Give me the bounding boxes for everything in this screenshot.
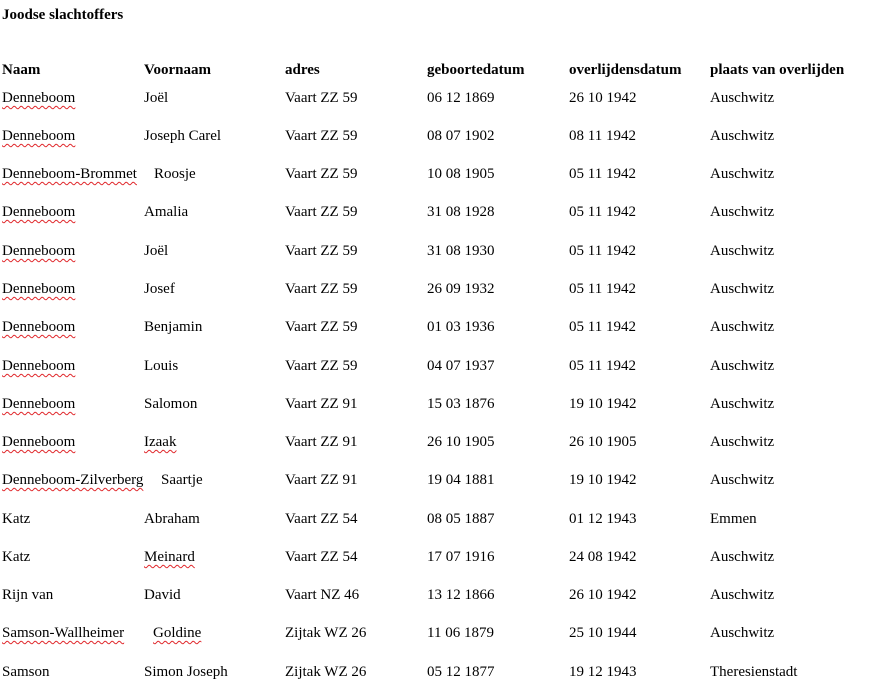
cell-naam: Denneboom [2,281,76,297]
cell-overlijdensdatum: 08 11 1942 [569,128,636,144]
cell-voornaam: David [144,587,181,603]
table-row [0,623,878,643]
cell-naam: Katz [2,511,31,527]
cell-plaats: Auschwitz [710,625,775,641]
cell-plaats: Theresienstadt [710,664,798,680]
cell-voornaam: Joël [144,90,169,106]
table-row [0,394,878,414]
cell-naam: Denneboom [2,434,76,450]
cell-plaats: Auschwitz [710,549,775,565]
cell-geboortedatum: 04 07 1937 [427,358,495,374]
cell-adres: Vaart NZ 46 [285,587,360,603]
cell-overlijdensdatum: 01 12 1943 [569,511,637,527]
table-row [0,470,878,490]
cell-naam: Katz [2,549,31,565]
cell-plaats: Auschwitz [710,434,775,450]
header-naam: Naam [2,62,41,78]
cell-geboortedatum: 26 10 1905 [427,434,495,450]
document-title: Joodse slachtoffers [2,7,124,23]
table-row [0,241,878,261]
cell-voornaam: Josef [144,281,175,297]
cell-naam: Denneboom [2,128,76,144]
cell-plaats: Auschwitz [710,281,775,297]
cell-plaats: Auschwitz [710,587,775,603]
table-row [0,662,878,682]
table-row [0,279,878,299]
cell-naam: Denneboom [2,319,76,335]
cell-overlijdensdatum: 25 10 1944 [569,625,637,641]
cell-plaats: Auschwitz [710,472,775,488]
cell-overlijdensdatum: 24 08 1942 [569,549,637,565]
cell-voornaam: Izaak [144,434,177,450]
cell-plaats: Auschwitz [710,358,775,374]
cell-voornaam: Simon Joseph [144,664,228,680]
cell-adres: Vaart ZZ 59 [285,243,358,259]
cell-naam: Denneboom [2,396,76,412]
cell-adres: Zijtak WZ 26 [285,664,367,680]
cell-overlijdensdatum: 05 11 1942 [569,204,636,220]
cell-geboortedatum: 08 05 1887 [427,511,495,527]
cell-geboortedatum: 05 12 1877 [427,664,495,680]
cell-naam: Denneboom [2,90,76,106]
table-header [0,60,878,80]
cell-adres: Vaart ZZ 59 [285,204,358,220]
cell-overlijdensdatum: 26 10 1942 [569,587,637,603]
cell-adres: Vaart ZZ 59 [285,319,358,335]
cell-plaats: Auschwitz [710,90,775,106]
cell-voornaam: Joseph Carel [144,128,222,144]
cell-adres: Vaart ZZ 59 [285,128,358,144]
cell-voornaam: Goldine [153,625,202,641]
table-row [0,432,878,452]
cell-geboortedatum: 10 08 1905 [427,166,495,182]
cell-overlijdensdatum: 19 10 1942 [569,396,637,412]
cell-adres: Vaart ZZ 54 [285,511,358,527]
cell-plaats: Auschwitz [710,204,775,220]
cell-adres: Vaart ZZ 91 [285,472,358,488]
table-row [0,164,878,184]
cell-geboortedatum: 08 07 1902 [427,128,495,144]
cell-adres: Vaart ZZ 59 [285,166,358,182]
cell-plaats: Auschwitz [710,396,775,412]
cell-voornaam: Roosje [154,166,196,182]
cell-geboortedatum: 15 03 1876 [427,396,495,412]
cell-overlijdensdatum: 05 11 1942 [569,358,636,374]
header-adres: adres [285,62,320,78]
header-voornaam: Voornaam [144,62,211,78]
cell-adres: Vaart ZZ 54 [285,549,358,565]
table-row [0,585,878,605]
header-overlijdensdatum: overlijdensdatum [569,62,682,78]
cell-adres: Vaart ZZ 91 [285,396,358,412]
cell-plaats: Auschwitz [710,166,775,182]
cell-overlijdensdatum: 19 10 1942 [569,472,637,488]
cell-adres: Vaart ZZ 59 [285,358,358,374]
cell-geboortedatum: 13 12 1866 [427,587,495,603]
cell-overlijdensdatum: 05 11 1942 [569,166,636,182]
cell-naam: Denneboom [2,358,76,374]
cell-adres: Vaart ZZ 59 [285,281,358,297]
cell-voornaam: Benjamin [144,319,203,335]
cell-naam: Denneboom-Brommet [2,166,137,182]
cell-plaats: Auschwitz [710,243,775,259]
cell-plaats: Emmen [710,511,757,527]
cell-adres: Vaart ZZ 59 [285,90,358,106]
cell-voornaam: Saartje [161,472,203,488]
cell-overlijdensdatum: 26 10 1942 [569,90,637,106]
cell-geboortedatum: 01 03 1936 [427,319,495,335]
cell-voornaam: Salomon [144,396,198,412]
cell-geboortedatum: 06 12 1869 [427,90,495,106]
cell-geboortedatum: 31 08 1930 [427,243,495,259]
table-row [0,547,878,567]
cell-geboortedatum: 19 04 1881 [427,472,495,488]
table-row [0,126,878,146]
cell-geboortedatum: 11 06 1879 [427,625,494,641]
header-geboortedatum: geboortedatum [427,62,525,78]
table-row [0,317,878,337]
cell-plaats: Auschwitz [710,128,775,144]
cell-geboortedatum: 26 09 1932 [427,281,495,297]
cell-voornaam: Louis [144,358,179,374]
cell-naam: Samson [2,664,50,680]
cell-overlijdensdatum: 05 11 1942 [569,243,636,259]
cell-geboortedatum: 17 07 1916 [427,549,495,565]
table-row [0,202,878,222]
cell-plaats: Auschwitz [710,319,775,335]
cell-naam: Denneboom [2,243,76,259]
cell-voornaam: Joël [144,243,169,259]
cell-overlijdensdatum: 19 12 1943 [569,664,637,680]
table-row [0,88,878,108]
cell-adres: Zijtak WZ 26 [285,625,367,641]
cell-overlijdensdatum: 26 10 1905 [569,434,637,450]
table-row [0,356,878,376]
cell-adres: Vaart ZZ 91 [285,434,358,450]
cell-naam: Denneboom-Zilverberg [2,472,144,488]
cell-voornaam: Meinard [144,549,195,565]
cell-naam: Denneboom [2,204,76,220]
cell-overlijdensdatum: 05 11 1942 [569,281,636,297]
cell-geboortedatum: 31 08 1928 [427,204,495,220]
cell-naam: Samson-Wallheimer [2,625,125,641]
cell-naam: Rijn van [2,587,54,603]
cell-overlijdensdatum: 05 11 1942 [569,319,636,335]
cell-voornaam: Amalia [144,204,189,220]
cell-voornaam: Abraham [144,511,200,527]
header-plaats-van-overlijden: plaats van overlijden [710,62,845,78]
table-row [0,509,878,529]
